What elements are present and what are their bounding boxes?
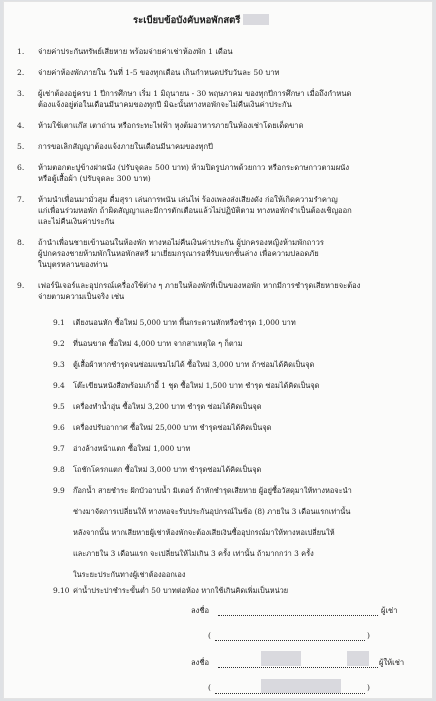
rule-number: 6. [17,163,25,172]
rule-number: 4. [17,121,25,130]
owner-signature-redacted-2 [347,651,369,666]
rule-text-line: ห้ามใช้เตาแก๊ส เตาถ่าน หรือกระทะไฟฟ้า หุงต้มอาหารภายในห้องเช่าโดยเด็ดขาด [38,121,304,130]
rule-number: 2. [17,68,25,77]
owner-name-line [215,693,365,694]
owner-role-label: ผู้ให้เช่า [379,658,405,667]
rule-text-line: จ่ายตามความเป็นจริง เช่น [38,292,125,301]
rule-text-line: จ่ายค่าห้องพักภายใน วันที่ 1-5 ของทุกเดือน เกินกำหนดปรับวันละ 50 บาท [38,68,280,77]
subitem-number: 9.9 [53,486,65,495]
owner-name-redacted [261,679,341,693]
subitem-text-line: ก๊อกน้ำ สายชำระ ฝักบัวอาบน้ำ มิเตอร์ ถ้าหักชำรุดเสียหาย ผู้อยู่ซื้อวัสดุมาให้ทางหอจะนำ [73,486,352,495]
subitem-text-line: เครื่องทำน้ำอุ่น ซื้อใหม่ 3,200 บาท ชำรุด ซ่อมได้คิดเป็นจุด [73,402,262,411]
subitem-number: 9.6 [53,423,65,432]
owner-open-paren: ( [208,683,211,692]
subitem-text-line: โต๊ะเขียนหนังสือพร้อมเก้าอี้ 1 ชุด ซื้อใหม่ 1,500 บาท ชำรุด ซ่อมได้คิดเป็นจุด [73,381,320,390]
rule-number: 1. [17,47,25,56]
owner-sign-line [218,667,378,668]
subitem-text-line: เตียงนอนหัก ซื้อใหม่ 5,000 บาท พื้นกระดานหักหรือชำรุด 1,000 บาท [73,318,296,327]
subitem-number: 9.1 [53,318,65,327]
subitem-number: 9.7 [53,444,65,453]
rule-text-line: จ่ายค่าประกันทรัพย์เสียหาย พร้อมจ่ายค่าเช่าห้องพัก 1 เดือน [38,47,233,56]
subitem-text-line: หลังจากนั้น หากเสียหายผู้เช่าห้องพักจะต้องเสียเงินซื้ออุปกรณ์มาให้ทางหอเปลี่ยนให้ [73,528,335,537]
rule-number: 3. [17,89,25,98]
tenant-close-paren: ) [367,631,370,640]
owner-close-paren: ) [367,683,370,692]
subitem-number: 9.4 [53,381,65,390]
tenant-sign-line [218,615,378,616]
redacted-name-box [243,14,269,25]
owner-sign-label: ลงชื่อ [191,658,210,667]
tenant-role-label: ผู้เช่า [381,606,398,615]
owner-signature-redacted [261,651,301,666]
title-text: ระเบียบข้อบังคับหอพักสตรี [133,15,241,26]
rule-text-line: ผู้เช่าต้องอยู่ครบ 1 ปีการศึกษา เริ่ม 1 มิถุนายน - 30 พฤษภาคม ของทุกปีการศึกษา เมื่อถึงกำหนด [38,89,352,98]
rule-text-line: ต้องแจ้งอยู่ต่อในเดือนมีนาคมของทุกปี มิฉะนั้นทางหอพักจะไม่คืนเงินค่าประกัน [38,100,292,109]
subitem-text-line: ช่างมาจัดการเปลี่ยนให้ ทางหอจะรับประกันอุปกรณ์ในข้อ (8) ภายใน 3 เดือนแรกเท่านั้น [73,507,351,516]
tenant-sign-label: ลงชื่อ [191,606,210,615]
subitem-text-line: เครื่องปรับอากาศ ซื้อใหม่ 25,000 บาท ชำรุดซ่อมได้คิดเป็นจุด [73,423,272,432]
rule-number: 9. [17,281,25,290]
subitem-text-line: และภายใน 3 เดือนแรก จะเปลี่ยนให้ไม่เกิน 3 ครั้ง เท่านั้น ถ้ามากกว่า 3 ครั้ง [73,549,314,558]
tenant-name-line [215,640,365,641]
subitem-text-line: ในระยะประกันทางผู้เช่าต้องออกเอง [73,570,186,579]
subitem-text-line: ที่นอนขาด ซื้อใหม่ 4,000 บาท จากสาเหตุใด ๆ ก็ตาม [73,339,243,348]
subitem-number: 9.3 [53,360,65,369]
tenant-open-paren: ( [208,631,211,640]
document-page [3,1,433,699]
subitem-text-line: โถชักโครกแตก ซื้อใหม่ 3,000 บาท ชำรุดซ่อมได้คิดเป็นจุด [73,465,262,474]
subitem-text-line: อ่างล้างหน้าแตก ซื้อใหม่ 1,000 บาท [73,444,191,453]
rule-number: 8. [17,238,25,247]
subitem-number: 9.2 [53,339,65,348]
subitem-number: 9.10 [53,586,70,595]
document-title [133,13,269,28]
rule-text-line: การขอเลิกสัญญาต้องแจ้งภายในเดือนมีนาคมของทุกปี [38,142,213,151]
rule-text-line: ห้ามตอกตะปูข้างฝาผนัง (ปรับจุดละ 500 บาท) ห้ามปิดรูปภาพด้วยกาว หรือกระดาษกาวตามผนัง [38,163,350,172]
rule-text-line: และไม่คืนเงินค่าประกัน [38,217,115,226]
rule-text-line: ผู้ปกครองชายห้ามพักในหอพักสตรี มาเยี่ยมกรุณารอที่รับแขกชั้นล่าง เพื่อความปลอดภัย [38,249,319,258]
rule-text-line: ห้ามนำเพื่อนมามั่วสุม ดื่มสุรา เล่นการพนัน เล่นไพ่ ร้องเพลงส่งเสียงดัง ก่อให้เกิดความรำคาญ [38,195,338,204]
subitem-number: 9.8 [53,465,65,474]
rule-text-line: หรือตู้เสื้อผ้า (ปรับจุดละ 300 บาท) [38,174,151,183]
rule-text-line: ในบุตรหลานของท่าน [38,260,108,269]
rule-number: 7. [17,195,25,204]
subitem-number: 9.5 [53,402,65,411]
rule-text-line: เฟอร์นิเจอร์และอุปกรณ์เครื่องใช้ต่าง ๆ ภายในห้องพักที่เป็นของหอพัก หากมีการชำรุดเสียหายจะต้อง [38,281,361,290]
rule-number: 5. [17,142,25,151]
rule-text-line: ถ้านำเพื่อนชายเข้านอนในห้องพัก ทางหอไม่คืนเงินค่าประกัน ผู้ปกครองหญิงห้ามพักถาวร [38,238,324,247]
rule-text-line: แก่เพื่อนร่วมหอพัก ถ้าผิดสัญญาและมีการตักเตือนแล้วไม่ปฏิบัติตาม ทางหอพักจำเป็นต้องเชิญออก [38,206,352,215]
subitem-text-line: ตู้เสื้อผ้าหากชำรุดจนซ่อมแซมไม่ได้ ซื้อใหม่ 3,000 บาท ถ้าซ่อมได้คิดเป็นจุด [73,360,315,369]
subitem-text-line: ค่าน้ำประปาชำระขั้นต่ำ 50 บาทต่อห้อง หากใช้เกินคิดเพิ่มเป็นหน่วย [73,586,289,595]
